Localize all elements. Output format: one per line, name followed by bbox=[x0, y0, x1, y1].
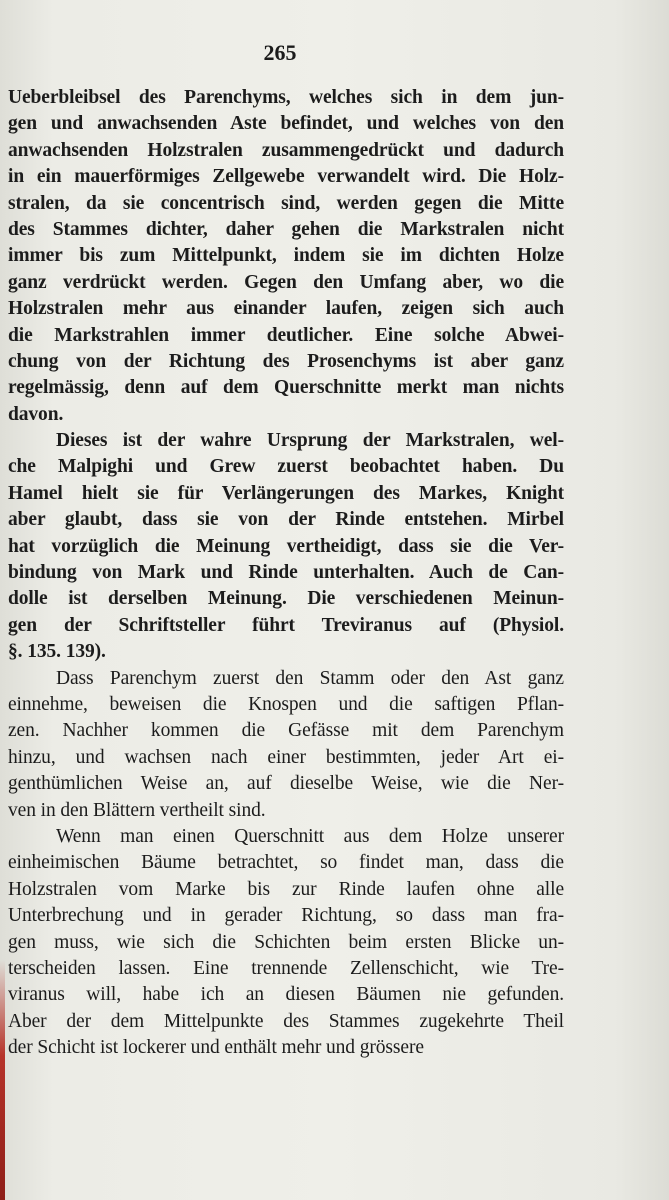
text-line: Dieses ist der wahre Ursprung der Markstralen, wel- bbox=[56, 430, 564, 452]
paragraph bbox=[8, 666, 564, 824]
text-line: ven in den Blättern vertheilt sind. bbox=[8, 799, 266, 821]
text-line: einnehme, beweisen die Knospen und die saftigen Pflan- bbox=[8, 693, 564, 715]
text-line: che Malpighi und Grew zuerst beobachtet haben. Du bbox=[8, 456, 564, 478]
paragraph bbox=[8, 85, 564, 428]
text-line: Wenn man einen Querschnitt aus dem Holze unserer bbox=[56, 825, 564, 847]
text-line: dolle ist derselben Meinung. Die verschiedenen Meinun- bbox=[8, 588, 564, 610]
text-line: zen. Nachher kommen die Gefässe mit dem Parenchym bbox=[8, 720, 564, 742]
text-line: des Stammes dichter, daher gehen die Markstralen nicht bbox=[8, 218, 564, 240]
text-line: Unterbrechung und in gerader Richtung, so dass man fra- bbox=[8, 905, 564, 927]
text-line: ganz verdrückt werden. Gegen den Umfang aber, wo die bbox=[8, 271, 564, 293]
text-line: die Markstrahlen immer deutlicher. Eine solche Abwei- bbox=[8, 324, 564, 346]
text-line: bindung von Mark und Rinde unterhalten. Auch de Can- bbox=[8, 562, 564, 584]
text-line: Dass Parenchym zuerst den Stamm oder den Ast ganz bbox=[56, 667, 564, 689]
text-line: viranus will, habe ich an diesen Bäumen nie gefunden. bbox=[8, 984, 564, 1006]
text-line: genthümlichen Weise an, auf dieselbe Weise, wie die Ner- bbox=[8, 773, 564, 795]
text-line: hat vorzüglich die Meinung vertheidigt, dass sie die Ver- bbox=[8, 535, 564, 557]
text-line: Holzstralen vom Marke bis zur Rinde laufen ohne alle bbox=[8, 878, 564, 900]
text-line: Aber der dem Mittelpunkte des Stammes zugekehrte Theil bbox=[8, 1010, 564, 1032]
text-line: davon. bbox=[8, 403, 64, 425]
text-line: §. 135. 139). bbox=[8, 641, 106, 663]
text-line: anwachsenden Holzstralen zusammengedrückt und dadurch bbox=[8, 139, 564, 161]
text-line: Holzstralen mehr aus einander laufen, zeigen sich auch bbox=[8, 298, 564, 320]
page-edge bbox=[0, 960, 5, 1200]
paragraph bbox=[8, 428, 564, 666]
page-number: 265 bbox=[263, 40, 297, 65]
text-line: der Schicht ist lockerer und enthält mehr und grössere bbox=[8, 1037, 424, 1059]
text-line: hinzu, und wachsen nach einer bestimmten, jeder Art ei- bbox=[8, 746, 564, 768]
text-line: Ueberbleibsel des Parenchyms, welches sich in dem jun- bbox=[8, 87, 564, 108]
text-line: stralen, da sie concentrisch sind, werden gegen die Mitte bbox=[8, 192, 564, 214]
text-line: terscheiden lassen. Eine trennende Zellenschicht, wie Tre- bbox=[8, 957, 564, 979]
text-line: gen muss, wie sich die Schichten beim ersten Blicke un- bbox=[8, 931, 564, 953]
text-line: einheimischen Bäume betrachtet, so findet man, dass die bbox=[8, 852, 564, 874]
text-line: Hamel hielt sie für Verlängerungen des Markes, Knight bbox=[8, 482, 564, 504]
text-line: aber glaubt, dass sie von der Rinde entstehen. Mirbel bbox=[8, 509, 564, 531]
text-line: immer bis zum Mittelpunkt, indem sie im dichten Holze bbox=[8, 245, 564, 267]
text-line: regelmässig, denn auf dem Querschnitte merkt man nichts bbox=[8, 377, 564, 399]
body-text bbox=[8, 85, 564, 1061]
text-line: chung von der Richtung des Prosenchyms ist aber ganz bbox=[8, 350, 564, 372]
paragraph bbox=[8, 824, 564, 1062]
text-line: gen der Schriftsteller führt Treviranus auf (Physiol. bbox=[8, 614, 564, 636]
text-line: gen und anwachsenden Aste befindet, und welches von den bbox=[8, 113, 564, 135]
text-line: in ein mauerförmiges Zellgewebe verwandelt wird. Die Holz- bbox=[8, 166, 564, 188]
